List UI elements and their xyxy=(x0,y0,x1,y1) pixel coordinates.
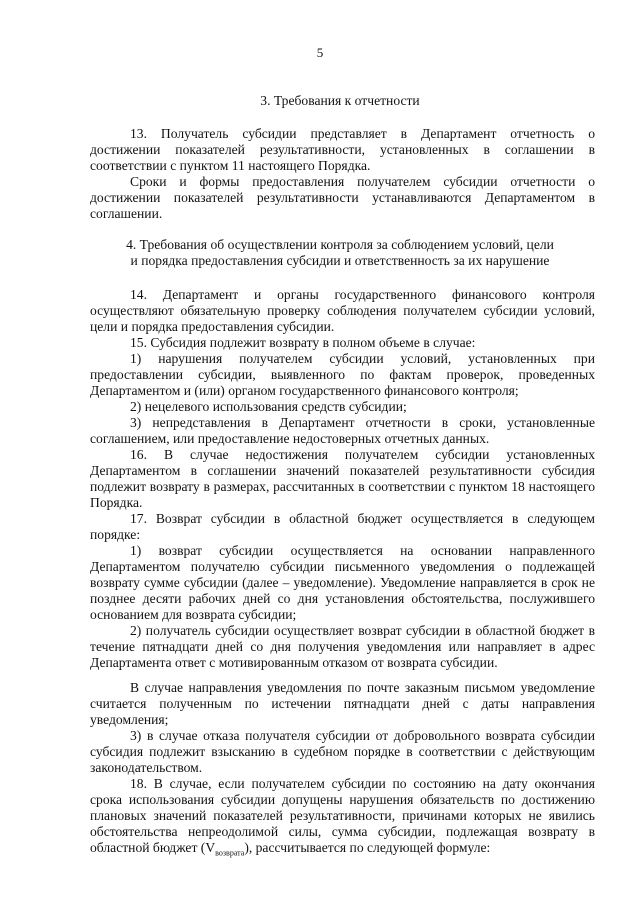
section-3-heading: 3. Требования к отчетности xyxy=(260,93,420,108)
section-4-heading-line-1: 4. Требования об осуществлении контроля за соблюдением условий, цели xyxy=(126,237,554,252)
paragraph-16: 16. В случае недостижения получателем субсидии установленных Департаментом в соглашении значений показателей результативности субсидия подлежит возврату в размерах, рассчитанных в соответствии с пунктом 18 настоящего Порядка. xyxy=(90,447,595,510)
formula-variable-subscript: возврата xyxy=(215,848,245,858)
section-4-heading xyxy=(90,237,590,269)
paragraph-14: 14. Департамент и органы государственного финансового контроля осуществляют обязательную проверку соблюдения получателем субсидии условий, цели и порядка предоставления субсидии. xyxy=(90,287,595,334)
paragraph-13-deadlines: Сроки и формы предоставления получателем субсидии отчетности о достижении показателей результативности устанавливаются Департаментом в соглашении. xyxy=(90,174,595,221)
paragraph-17: 17. Возврат субсидии в областной бюджет осуществляется в следующем порядке: xyxy=(90,511,595,542)
paragraph-15-item-1: 1) нарушения получателем субсидии условий, установленных при предоставлении субсидии, выявленного по фактам проверок, проведенных Департаментом и (или) органом государственного финансового контроля; xyxy=(90,351,595,398)
paragraph-18-tail: ), рассчитывается по следующей формуле: xyxy=(244,840,491,855)
paragraph-15-item-3: 3) непредставления в Департамент отчетности в сроки, установленные соглашением, или предоставление недостоверных отчетных данных. xyxy=(90,415,595,446)
paragraph-15: 15. Субсидия подлежит возврату в полном объеме в случае: xyxy=(130,335,476,350)
paragraph-17-item-3: 3) в случае отказа получателя субсидии от добровольного возврата субсидии субсидия подлежит взысканию в судебном порядке в соответствии с действующим законодательством. xyxy=(90,728,595,775)
formula-variable: V xyxy=(205,840,216,855)
section-4-body xyxy=(90,287,595,856)
section-4-heading-line-2: и порядка предоставления субсидии и ответственность за их нарушение xyxy=(130,253,550,268)
paragraph-18-text: 18. В случае, если получателем субсидии по состоянию на дату окончания срока использования субсидии допущены нарушения обязательств по достижению плановых значений показателей результативности, причинами которых не явились обстоятельства непреодолимой силы, сумма субсидии, подлежащая возврату в областной бюджет ( xyxy=(90,776,595,855)
paragraph-17-item-1: 1) возврат субсидии осуществляется на основании направленного Департаментом получателю субсидии письменного уведомления о подлежащей возврату сумме субсидии (далее – уведомление). Уведомление направляется в срок не позднее десяти рабочих дней со дня установления обстоятельства, послужившего основанием для возврата субсидии; xyxy=(90,543,595,622)
paragraph-15-item-2: 2) нецелевого использования средств субсидии; xyxy=(130,399,407,414)
page-number: 5 xyxy=(316,45,324,60)
paragraph-18 xyxy=(90,776,595,856)
section-3-body xyxy=(90,126,595,222)
paragraph-17-mail-notice: В случае направления уведомления по почте заказным письмом уведомление считается полученным по истечении пятнадцати дней с даты направления уведомления; xyxy=(90,680,595,727)
paragraph-13: 13. Получатель субсидии представляет в Департамент отчетность о достижении показателей результативности, установленных в соглашении в соответствии с пунктом 11 настоящего Порядка. xyxy=(90,126,595,173)
paragraph-17-item-2: 2) получатель субсидии осуществляет возврат субсидии в областной бюджет в течение пятнадцати дней со дня получения уведомления или направляет в адрес Департамента ответ с мотивированным отказом от возврата субсидии. xyxy=(90,623,595,670)
